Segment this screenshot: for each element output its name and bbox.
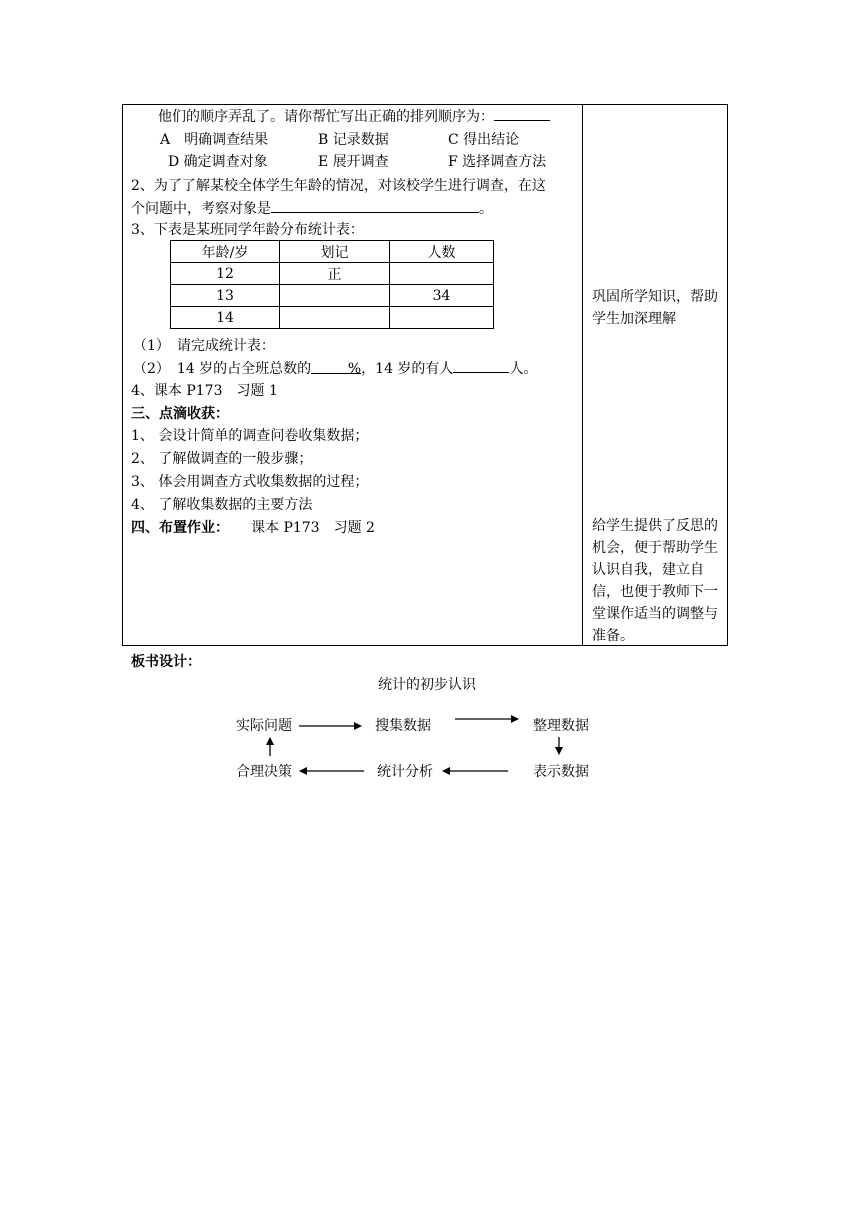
option-a: A 明确调查结果 bbox=[160, 132, 269, 148]
question-3: 3、下表是某班同学年龄分布统计表： bbox=[131, 222, 364, 238]
gain-item: 3、 体会用调查方式收集数据的过程； bbox=[131, 474, 369, 490]
node-statistical-analysis: 统计分析 bbox=[377, 764, 433, 780]
node-reasonable-decision: 合理决策 bbox=[236, 764, 292, 780]
question-2-prefix: 个问题中，考察对象是 bbox=[131, 201, 271, 217]
option-b: B 记录数据 bbox=[318, 132, 389, 148]
section-4-heading: 四、布置作业： bbox=[131, 520, 229, 536]
tally-cell[interactable]: 正 bbox=[280, 263, 390, 285]
question-2-line1: 2、为了了解某校全体学生年龄的情况，对该校学生进行调查，在这 bbox=[131, 178, 546, 194]
option-d: D 确定调查对象 bbox=[168, 154, 268, 170]
sub-question-1: （1） 请完成统计表： bbox=[133, 338, 275, 354]
header-age: 年龄/岁 bbox=[171, 241, 280, 263]
age-cell: 12 bbox=[171, 263, 280, 285]
section-3-heading: 三、点滴收获： bbox=[131, 406, 229, 422]
node-organize-data: 整理数据 bbox=[533, 718, 589, 734]
note-reflection: 给学生提供了反思的机会，便于帮助学生认识自我，建立自信，也便于教师下一堂课作适当的调整与准备。 bbox=[592, 518, 718, 644]
node-represent-data: 表示数据 bbox=[533, 764, 589, 780]
board-design-label: 板书设计： bbox=[131, 654, 201, 670]
node-collect-data: 搜集数据 bbox=[375, 718, 431, 734]
sub-question-2-suffix: 人。 bbox=[509, 361, 538, 377]
question-4: 4、课本 P173 习题 1 bbox=[131, 383, 278, 399]
node-real-problem: 实际问题 bbox=[236, 718, 292, 734]
board-title: 统计的初步认识 bbox=[378, 677, 476, 693]
gain-item: 2、 了解做调查的一般步骤； bbox=[131, 451, 313, 467]
percent-unit: % bbox=[347, 361, 362, 377]
sub-question-2-prefix: （2） 14 岁的占全班总数的 bbox=[133, 361, 312, 377]
option-f: F 选择调查方法 bbox=[448, 154, 547, 170]
count-cell: 34 bbox=[390, 285, 494, 307]
homework-text: 课本 P173 习题 2 bbox=[251, 520, 375, 536]
note-consolidate: 巩固所学知识，帮助学生加深理解 bbox=[592, 289, 718, 327]
option-e: E 展开调查 bbox=[318, 154, 389, 170]
age-cell: 14 bbox=[171, 307, 280, 329]
age-cell: 13 bbox=[171, 285, 280, 307]
ordering-question-text: 他们的顺序弄乱了。请你帮忙写出正确的排列顺序为： bbox=[158, 109, 494, 125]
option-c: C 得出结论 bbox=[448, 132, 520, 148]
gain-item: 1、 会设计简单的调查问卷收集数据； bbox=[131, 428, 369, 444]
sub-question-2-middle: ，14 岁的有人 bbox=[361, 361, 454, 377]
header-count: 人数 bbox=[390, 241, 494, 263]
gain-item: 4、 了解收集数据的主要方法 bbox=[131, 497, 313, 513]
question-2-suffix: 。 bbox=[479, 201, 493, 217]
header-tally: 划记 bbox=[280, 241, 390, 263]
